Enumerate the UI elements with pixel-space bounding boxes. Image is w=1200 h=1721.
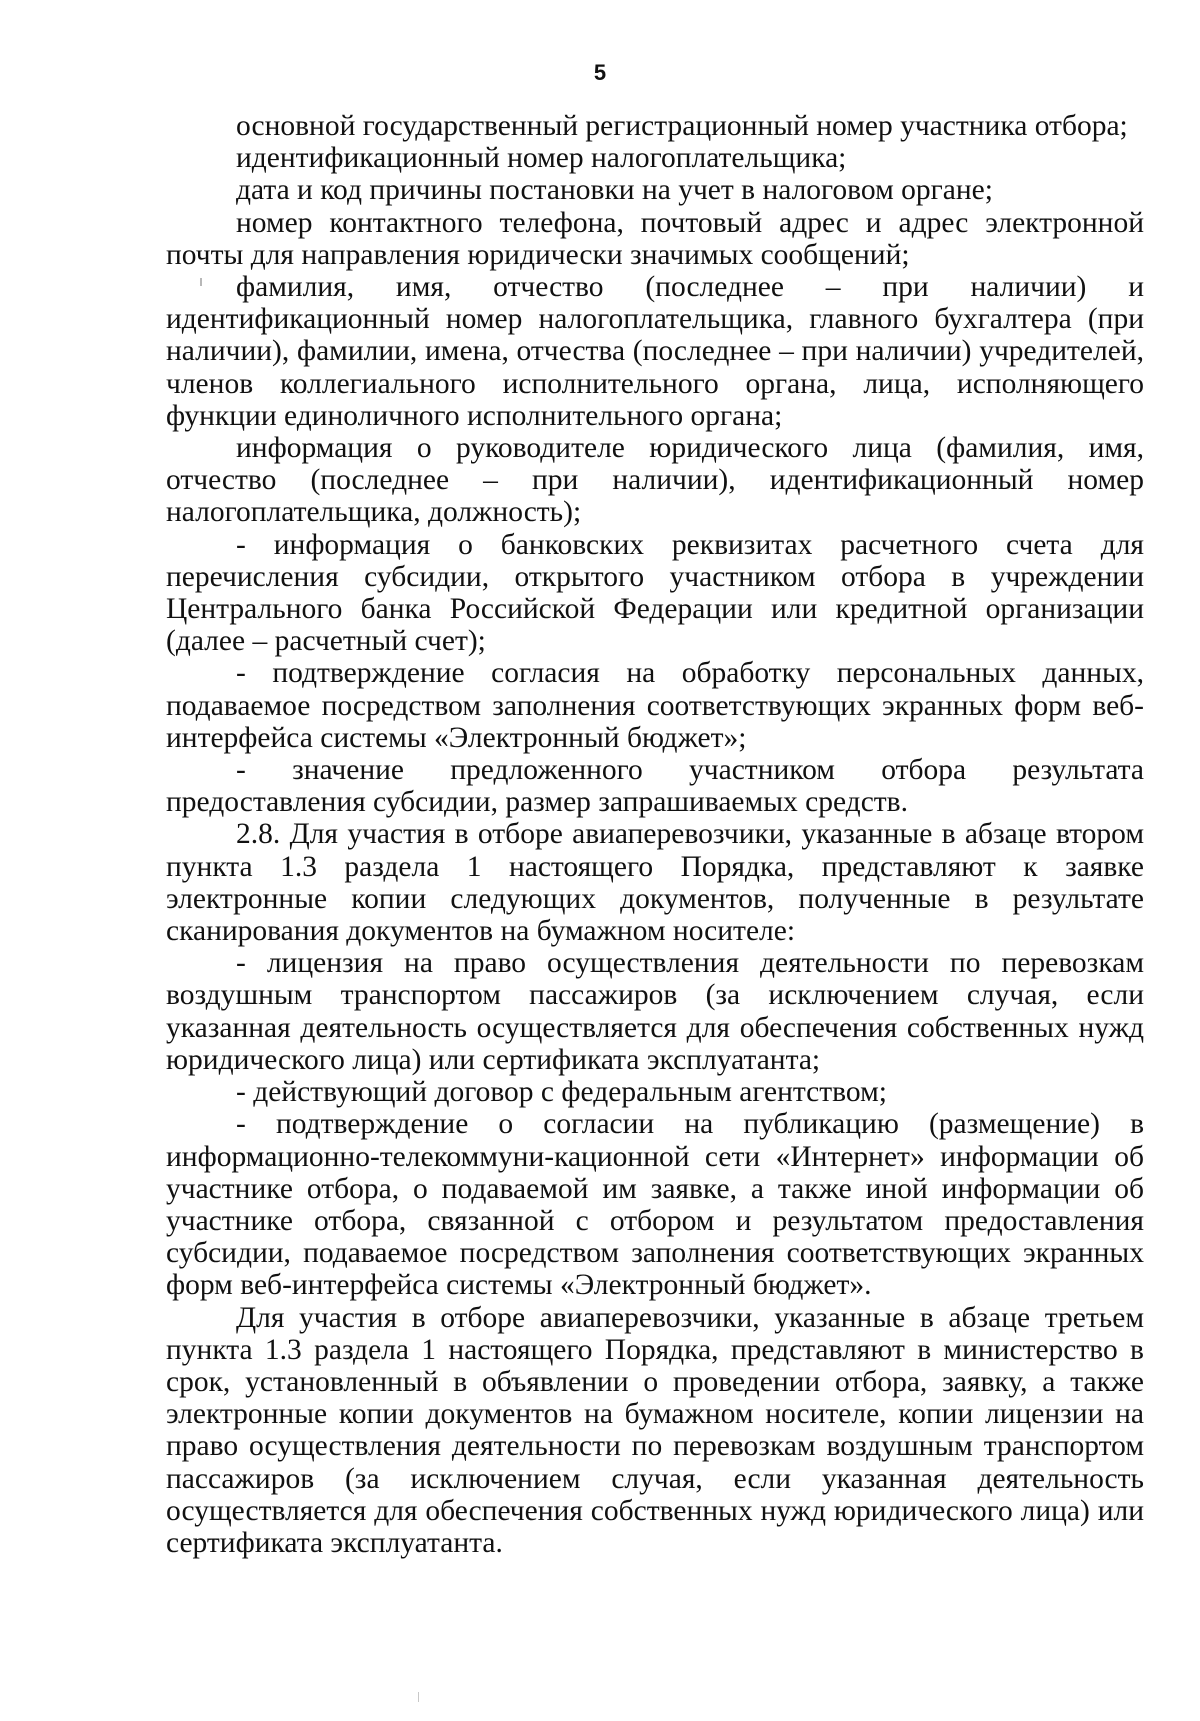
paragraph-contacts: номер контактного телефона, почтовый адрес и адрес электронной почты для направления юридически значимых сообщений; [166,206,1144,271]
paragraph-inn: идентификационный номер налогоплательщика; [236,142,847,175]
paragraph-result-value: - значение предложенного участником отбора результата предоставления субсидии, размер запрашиваемых средств. [166,754,1144,819]
paragraph-section-2-8: 2.8. Для участия в отборе авиаперевозчики, указанные в абзаце втором пункта 1.3 раздела 1 настоящего Порядка, представляют к заявке электронные копии следующих документов, полученные в результате сканирования документов на бумажном носителе: [166,818,1144,948]
paragraph-personal-data-consent: - подтверждение согласия на обработку персональных данных, подаваемое посредством заполнения соответствующих экранных форм веб-интерфейса системы «Электронный бюджет»; [166,657,1144,754]
document-body [166,110,1144,1559]
paragraph-bank-details: - информация о банковских реквизитах расчетного счета для перечисления субсидии, открытого участником отбора в учреждении Центрального банка Российской Федерации или кредитной организации (далее – расчетный счет); [166,528,1144,658]
paragraph-publication-consent: - подтверждение о согласии на публикацию (размещение) в информационно-телекоммуни-кационной сети «Интернет» информации об участнике отбора, о подаваемой им заявке, а также иной информации об участнике отбора, связанной с отбором и результатом предоставления субсидии, подаваемое посредством заполнения соответствующих экранных форм веб-интерфейса системы «Электронный бюджет». [166,1108,1144,1302]
paragraph-agreement: - действующий договор с федеральным агентством; [236,1076,887,1109]
paragraph-kpp: дата и код причины постановки на учет в налоговом органе; [236,174,993,207]
scan-artifact [418,1692,419,1702]
paragraph-license: - лицензия на право осуществления деятельности по перевозкам воздушным транспортом пассажиров (за исключением случая, если указанная деятельность осуществляется для обеспечения собственных нужд юридического лица) или сертификата эксплуатанта; [166,947,1144,1076]
paragraph-third-abstract: Для участия в отборе авиаперевозчики, указанные в абзаце третьем пункта 1.3 раздела 1 настоящего Порядка, представляют в министерство в срок, установленный в объявлении о проведении отбора, заявку, а также электронные копии документов на бумажном носителе, копии лицензии на право осуществления деятельности по перевозкам воздушным транспортом пассажиров (за исключением случая, если указанная деятельность осуществляется для обеспечения собственных нужд юридического лица) или сертификата эксплуатанта. [166,1301,1144,1559]
paragraph-founders: фамилия, имя, отчество (последнее – при наличии) и идентификационный номер налогоплательщика, главного бухгалтера (при наличии), фамилии, имена, отчества (последнее – при наличии) учредителей, членов коллегиального исполнительного органа, лица, исполняющего функции единоличного исполнительного органа; [166,271,1144,432]
paragraph-ogrn: основной государственный регистрационный номер участника отбора; [236,110,1128,142]
page-number: 5 [593,60,607,85]
paragraph-head: информация о руководителе юридического лица (фамилия, имя, отчество (последнее – при наличии), идентификационный номер налогоплательщика, должность); [166,432,1144,529]
